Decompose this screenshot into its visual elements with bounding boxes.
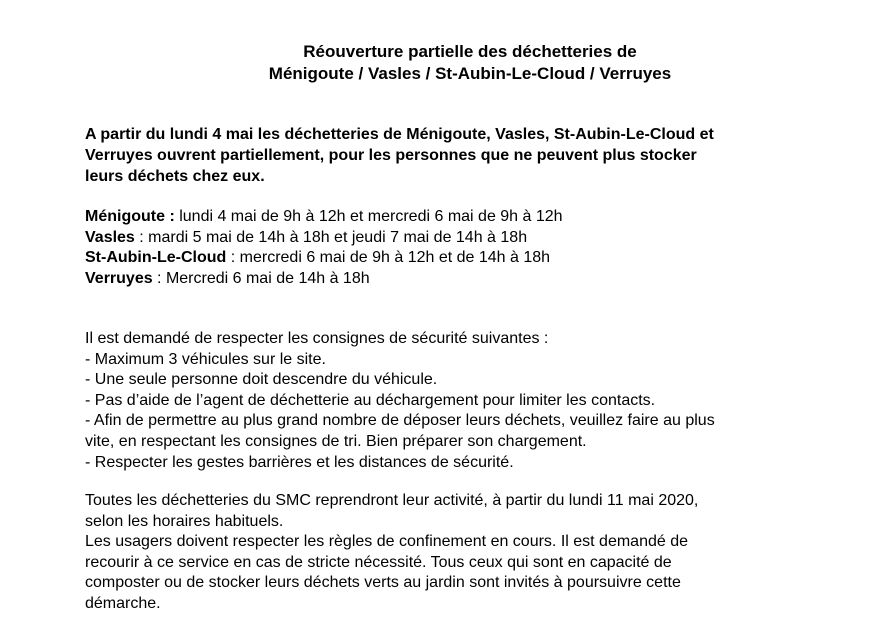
site-hours: : mardi 5 mai de 14h à 18h et jeudi 7 mai de 14h à 18h [134, 228, 528, 246]
smc-paragraph [85, 491, 785, 615]
site-hours: : mercredi 6 mai de 9h à 12h et de 14h à 18h [226, 249, 551, 266]
schedule-row-verruyes [85, 269, 805, 290]
smc-line: Les usagers doivent respecter les règles de confinement en cours. Il est demandé de [85, 533, 689, 551]
rules-line: - Maximum 3 véhicules sur le site. [85, 350, 326, 368]
intro-paragraph [85, 124, 805, 187]
schedule-row-vasles [85, 228, 805, 249]
site-hours: lundi 4 mai de 9h à 12h et mercredi 6 mai de 9h à 12h [174, 208, 563, 225]
document-title [120, 41, 820, 85]
site-hours: : Mercredi 6 mai de 14h à 18h [152, 269, 370, 287]
smc-line: démarche. [85, 594, 161, 612]
smc-line: Toutes les déchetteries du SMC reprendront leur activité, à partir du lundi 11 mai 2020, [85, 492, 699, 509]
schedule-row-menigoute [85, 207, 805, 228]
site-name: St-Aubin-Le-Cloud [85, 249, 227, 266]
site-name: Verruyes [85, 269, 153, 287]
smc-line: recourir à ce service en cas de stricte nécessité. Tous ceux qui sont en capacité de [85, 553, 672, 571]
smc-line: selon les horaires habituels. [85, 512, 284, 530]
schedule-row-st-aubin [85, 248, 805, 269]
site-name: Ménigoute : [85, 208, 175, 225]
title-line-2: Ménigoute / Vasles / St-Aubin-Le-Cloud / Verruyes [268, 64, 672, 83]
rules-line: - Respecter les gestes barrières et les distances de sécurité. [85, 453, 514, 471]
title-line-1: Réouverture partielle des déchetteries de [303, 42, 637, 61]
site-name: Vasles [85, 228, 135, 246]
intro-line: A partir du lundi 4 mai les déchetteries de Ménigoute, Vasles, St-Aubin-Le-Cloud et [85, 126, 714, 143]
intro-line: Verruyes ouvrent partiellement, pour les personnes que ne peuvent plus stocker [85, 147, 697, 164]
safety-rules [85, 329, 805, 473]
intro-line: leurs déchets chez eux. [85, 168, 265, 185]
rules-line: - Une seule personne doit descendre du véhicule. [85, 371, 438, 389]
rules-line: vite, en respectant les consignes de tri. Bien préparer son chargement. [85, 432, 587, 450]
rules-line: - Afin de permettre au plus grand nombre de déposer leurs déchets, veuillez faire au plus [85, 412, 715, 430]
rules-line: - Pas d’aide de l’agent de déchetterie au déchargement pour limiter les contacts. [85, 391, 656, 409]
schedule-list [85, 207, 805, 289]
rules-line: Il est demandé de respecter les consignes de sécurité suivantes : [85, 330, 549, 347]
smc-line: composter ou de stocker leurs déchets verts au jardin sont invités à poursuivre cette [85, 574, 681, 592]
